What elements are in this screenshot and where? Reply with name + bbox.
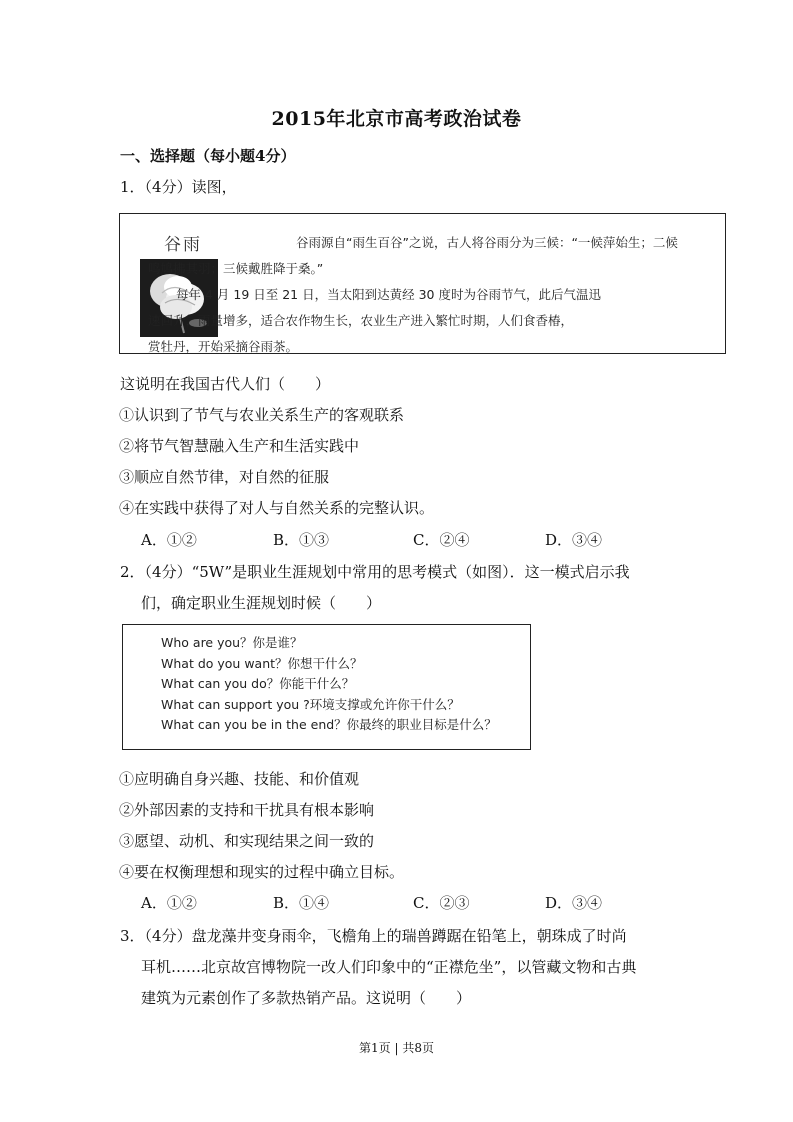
q3-stem-cont: 耳机……北京故宫博物院一改人们印象中的“正襟危坐”，以管藏文物和古典 <box>141 958 637 976</box>
q1-option-a[interactable]: A．①② <box>141 531 197 549</box>
page-footer: 第1页 | 共8页 <box>359 1041 434 1055</box>
q1-statement: ④在实践中获得了对人与自然关系的完整认识。 <box>119 499 435 517</box>
q1-figure-line: 鸣鸠拂其羽；三候戴胜降于桑。” <box>148 261 324 276</box>
q1-option-d[interactable]: D．③④ <box>545 531 603 549</box>
q2-statement: ④要在权衡理想和现实的过程中确立目标。 <box>119 863 405 881</box>
q2-stem-cont: 们，确定职业生涯规划时候（ ） <box>141 594 382 612</box>
q3-stem-cont: 建筑为元素创作了多款热销产品。这说明（ ） <box>141 989 472 1007</box>
page-title: 2015年北京市高考政治试卷 <box>271 108 522 130</box>
q2-figure-line: Who are you？你是谁？ <box>161 635 303 650</box>
q2-statement: ①应明确自身兴趣、技能、和价值观 <box>119 770 360 788</box>
q2-figure-line: What can you be in the end？你最终的职业目标是什么？ <box>161 717 497 732</box>
q1-figure-line: 谷雨源自“雨生百谷”之说，古人将谷雨分为三候：“一候萍始生；二候 <box>296 235 678 250</box>
q2-figure-line: What can support you ?环境支撑或允许你干什么？ <box>161 696 460 712</box>
q1-question: 这说明在我国古代人们（ ） <box>120 375 331 393</box>
q1-figure-label: 谷雨 <box>164 235 202 255</box>
q1-statement: ③顺应自然节律，对自然的征服 <box>119 468 330 486</box>
section-heading: 一、选择题（每小题4分） <box>120 147 296 165</box>
q2-figure <box>122 624 531 750</box>
q2-statement: ②外部因素的支持和干扰具有根本影响 <box>119 801 375 819</box>
q1-figure-line: 每年 4 月 19 日至 21 日，当太阳到达黄经 30 度时为谷雨节气，此后气温迅 <box>176 287 601 302</box>
q2-option-a[interactable]: A．①② <box>141 894 197 912</box>
q2-option-b[interactable]: B．①④ <box>273 894 330 912</box>
q1-option-b[interactable]: B．①③ <box>273 531 330 549</box>
q2-statement: ③愿望、动机、和实现结果之间一致的 <box>119 832 375 850</box>
q1-statement: ②将节气智慧融入生产和生活实践中 <box>119 437 360 455</box>
q1-figure <box>119 213 726 354</box>
q1-figure-line: 速回升，雨量增多，适合农作物生长，农业生产进入繁忙时期，人们食香椿， <box>148 313 574 328</box>
q1-figure-line: 赏牡丹，开始采摘谷雨茶。 <box>148 339 299 354</box>
q2-option-d[interactable]: D．③④ <box>545 894 603 912</box>
q1-stem: 1．（4分）读图， <box>120 178 237 196</box>
q1-figure-text <box>148 230 718 360</box>
q1-statement: ①认识到了节气与农业关系生产的客观联系 <box>119 406 405 424</box>
q2-option-c[interactable]: C．②③ <box>413 894 470 912</box>
q2-figure-line: What can you do？你能干什么？ <box>161 676 355 691</box>
q2-stem: 2．（4分）“5W”是职业生涯规划中常用的思考模式（如图）．这一模式启示我 <box>120 563 630 581</box>
q2-figure-line: What do you want？你想干什么？ <box>161 655 363 671</box>
q3-stem: 3．（4分）盘龙藻井变身雨伞，飞檐角上的瑞兽蹲踞在铅笔上，朝珠成了时尚 <box>120 927 627 945</box>
q1-option-c[interactable]: C．②④ <box>413 531 470 549</box>
